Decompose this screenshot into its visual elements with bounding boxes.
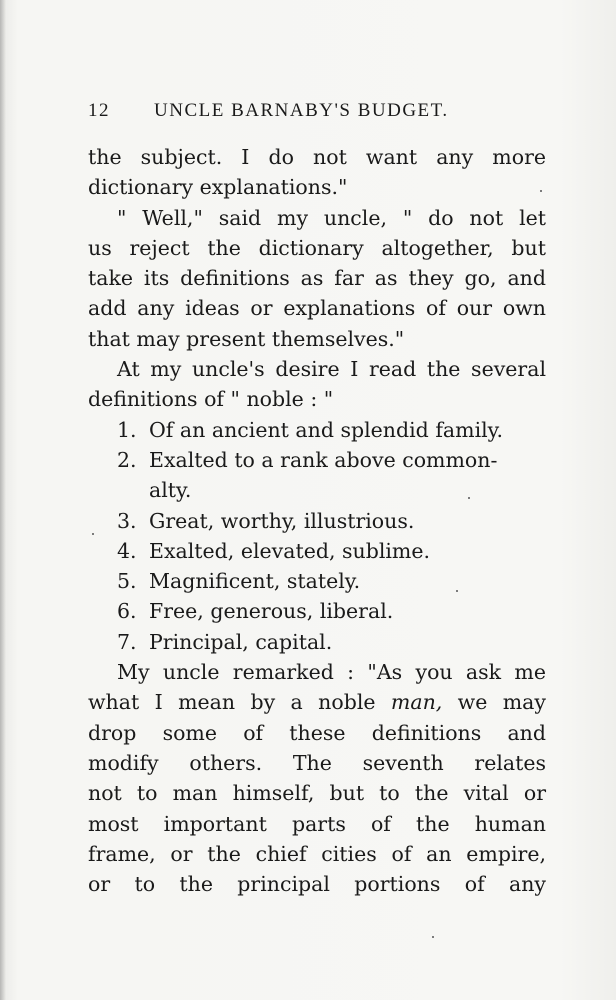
definition-text: Of an ancient and splendid family. xyxy=(149,417,504,442)
definition-item xyxy=(88,536,546,566)
definition-number: 1. xyxy=(117,417,137,442)
definition-item xyxy=(88,566,546,596)
text-line: add any ideas or explanations of our own xyxy=(88,296,546,321)
definition-number: 5. xyxy=(117,569,137,594)
definition-item xyxy=(88,596,546,626)
text-line: dictionary explanations." xyxy=(88,175,348,200)
page-edge-shadow xyxy=(0,0,6,1000)
text-line: drop some of these definitions and xyxy=(88,720,546,745)
italic-word: man, xyxy=(390,690,443,715)
definition-number: 7. xyxy=(117,629,137,654)
paper-speck xyxy=(540,190,542,192)
definition-number: 3. xyxy=(117,508,137,533)
definition-text: Great, worthy, illustrious. xyxy=(149,508,415,533)
definition-item xyxy=(88,445,546,475)
definition-item xyxy=(88,506,546,536)
text-line: or to the principal portions of any xyxy=(88,872,546,897)
text-line: most important parts of the human xyxy=(88,811,546,836)
definitions-list xyxy=(88,415,546,657)
paper-speck xyxy=(456,590,458,592)
text-line xyxy=(88,687,546,717)
text-line: take its definitions as far as they go, and xyxy=(88,266,546,291)
text-line: " Well," said my uncle, " do not let xyxy=(117,205,546,230)
running-head: UNCLE BARNABY'S BUDGET. xyxy=(154,100,449,121)
text-line: us reject the dictionary altogether, but xyxy=(88,235,546,260)
paper-speck xyxy=(92,533,94,535)
page-number: 12 xyxy=(88,100,110,121)
body-text xyxy=(88,142,546,899)
text-line: the subject. I do not want any more xyxy=(88,145,546,169)
text-line: definitions of " noble : " xyxy=(88,387,334,412)
definition-number: 4. xyxy=(117,538,137,563)
text-line: frame, or the chief cities of an empire, xyxy=(88,841,546,866)
page-header xyxy=(88,100,548,130)
definition-text: Free, generous, liberal. xyxy=(149,599,394,624)
definition-continuation: alty. xyxy=(149,478,192,503)
text-fragment: what I mean by a noble xyxy=(88,690,391,715)
definition-text: Exalted, elevated, sublime. xyxy=(149,538,431,563)
definition-item xyxy=(88,415,546,445)
text-line: modify others. The seventh relates xyxy=(88,750,546,775)
text-line: that may present themselves." xyxy=(88,326,405,351)
definition-text: Exalted to a rank above common- xyxy=(149,447,498,472)
text-line: My uncle remarked : "As you ask me xyxy=(117,660,546,685)
definition-number: 2. xyxy=(117,447,137,472)
text-fragment: we may xyxy=(442,690,546,715)
paper-speck xyxy=(468,497,470,499)
definition-text: Principal, capital. xyxy=(149,629,333,654)
definition-text: Magnificent, stately. xyxy=(149,569,361,594)
definition-number: 6. xyxy=(117,599,137,624)
definition-item xyxy=(88,627,546,657)
text-line: At my uncle's desire I read the several xyxy=(117,357,546,382)
text-line: not to man himself, but to the vital or xyxy=(88,781,546,806)
paper-speck xyxy=(432,936,434,938)
